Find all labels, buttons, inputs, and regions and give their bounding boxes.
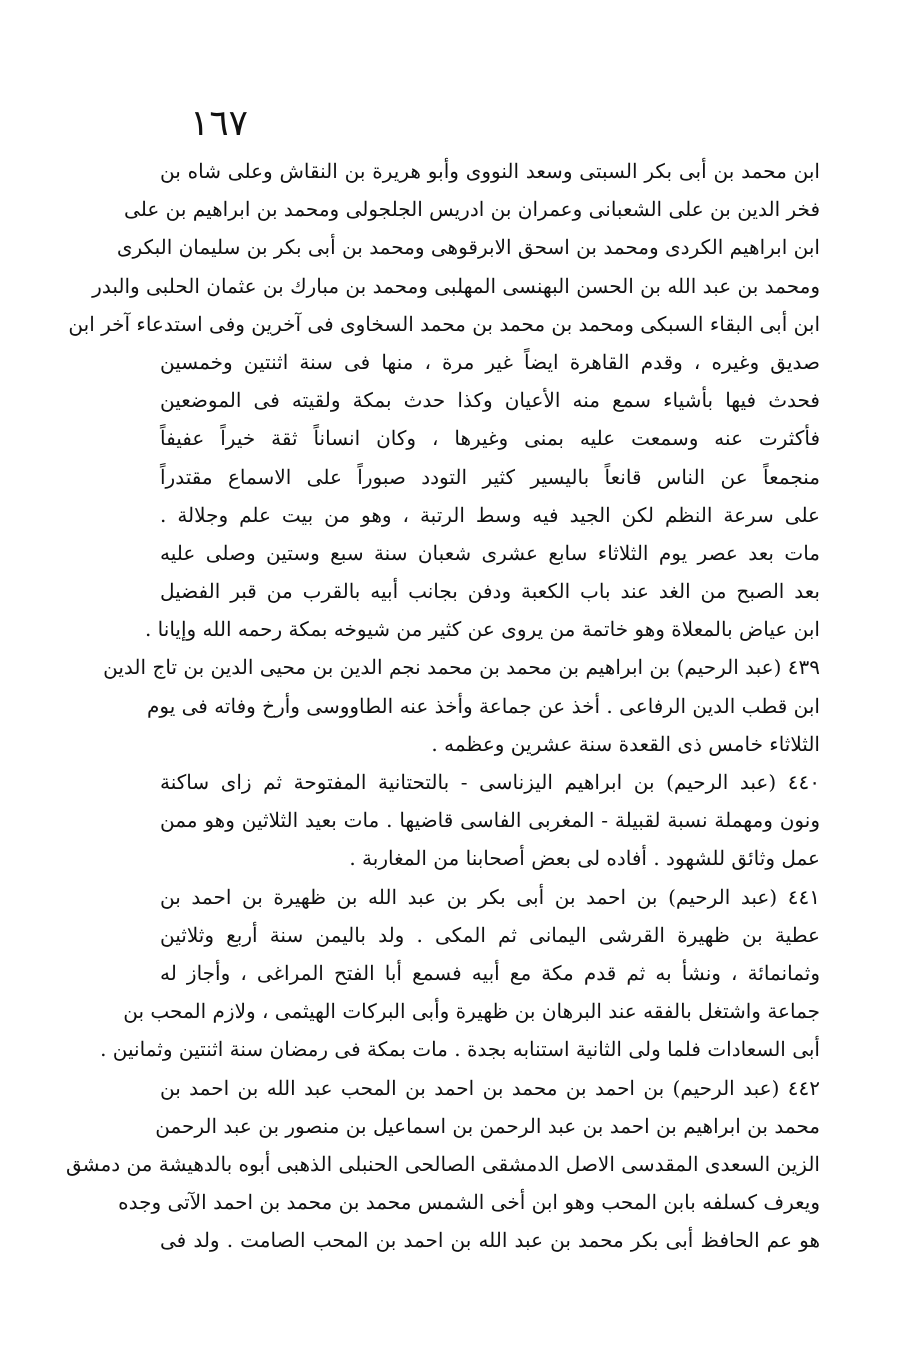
text-line: ابن محمد بن أبى بكر السبتى وسعد النووى وأبو هريرة بن النقاش وعلى شاه بن [160,159,820,183]
entry-line: ٤٤٠ (عبد الرحيم) بن ابراهيم اليزناسى - بالتحتانية المفتوحة ثم زاى ساكنة [160,770,820,794]
text-line: ويعرف كسلفه بابن المحب وهو ابن أخى الشمس محمد بن محمد بن احمد الآتى وجده [118,1190,820,1215]
text-line: ابن عياض بالمعلاة وهو خاتمة من يروى عن كثير من شيوخه بمكة رحمه الله وإيانا . [144,617,820,642]
text-line: الزين السعدى المقدسى الاصل الدمشقى الصالحى الحنبلى الذهبى أبوه بالدهيشة من دمشق [65,1151,820,1176]
entry-line: ٤٣٩ (عبد الرحيم) بن ابراهيم بن محمد بن محمد نجم الدين بن محيى الدين بن تاج الدين [103,655,820,680]
text-line: محمد بن ابراهيم بن احمد بن عبد الرحمن بن اسماعيل بن منصور بن عبد الرحمن [155,1113,820,1138]
text-body [65,152,821,1332]
page-number: ١٦٧ [190,103,249,144]
text-line: أبى السعادات فلما ولى الثانية استنابه بجدة . مات بمكة فى رمضان سنة اثنتين وثمانين . [100,1037,820,1062]
text-line: منجمعاً عن الناس قانعاً باليسير كثير التودد صبوراً على الاسماع مقتدراً [160,464,820,489]
text-line: هو عم الحافظ أبى بكر محمد بن عبد الله بن احمد بن المحب الصامت . ولد فى [160,1228,820,1253]
text-line: وثمانمائة ، ونشأ به ثم قدم مكة مع أبيه فسمع أبا الفتح المراغى ، وأجاز له [160,960,820,985]
text-line: ابن أبى البقاء السبكى ومحمد بن محمد بن محمد السخاوى فى آخرين وفى استدعاء آخر ابن [68,311,820,336]
text-line: بعد الصبح من الغد عند باب الكعبة ودفن بجانب أبيه بالقرب من قبر الفضيل [160,579,820,604]
entry-line: ٤٤٢ (عبد الرحيم) بن احمد بن محمد بن احمد بن المحب عبد الله بن احمد بن [160,1075,820,1100]
text-line: عطية بن ظهيرة القرشى اليمانى ثم المكى . ولد باليمن سنة أربع وثلاثين [160,922,820,947]
text-line: ونون ومهملة نسبة لقبيلة - المغربى الفاسى قاضيها . مات بعيد الثلاثين وهو ممن [160,808,820,833]
text-line: ابن ابراهيم الكردى ومحمد بن اسحق الابرقوهى ومحمد بن أبى بكر بن سليمان البكرى [116,235,820,260]
text-line: على سرعة النظم لكن الجيد فيه وسط الرتبة ، وهو من بيت علم وجلالة . [160,502,820,527]
text-line: ابن قطب الدين الرفاعى . أخذ عن جماعة وأخذ عنه الطاووسى وأرخ وفاته فى يوم [146,693,820,718]
text-line: فأكثرت عنه وسمعت عليه بمنى وغيرها ، وكان انساناً ثقة خيراً عفيفاً [160,426,821,451]
text-line: جماعة واشتغل بالفقه عند البرهان بن ظهيرة وأبى البركات الهيثمى ، ولازم المحب بن [123,999,820,1024]
text-line: الثلاثاء خامس ذى القعدة سنة عشرين وعظمه . [431,731,820,756]
text-line: عمل وثائق للشهود . أفاده لى بعض أصحابنا من المغاربة . [349,846,820,871]
text-line: مات بعد عصر يوم الثلاثاء سابع عشرى شعبان سنة سبع وستين وصلى عليه [160,540,820,565]
text-line: ومحمد بن عبد الله بن الحسن البهنسى المهلبى ومحمد بن مبارك بن عثمان الحلبى والبدر [92,273,820,298]
entry-line: ٤٤١ (عبد الرحيم) بن احمد بن أبى بكر بن عبد الله بن ظهيرة بن احمد بن [160,884,820,909]
text-line: صديق وغيره ، وقدم القاهرة ايضاً غير مرة ، منها فى سنة اثنتين وخمسين [160,349,820,374]
text-line: فحدث فيها بأشياء سمع منه الأعيان وكذا حدث بمكة ولقيته فى الموضعين [160,388,820,413]
text-line: فخر الدين بن على الشعبانى وعمران بن ادريس الجلجولى ومحمد بن ابراهيم بن على [124,197,820,222]
